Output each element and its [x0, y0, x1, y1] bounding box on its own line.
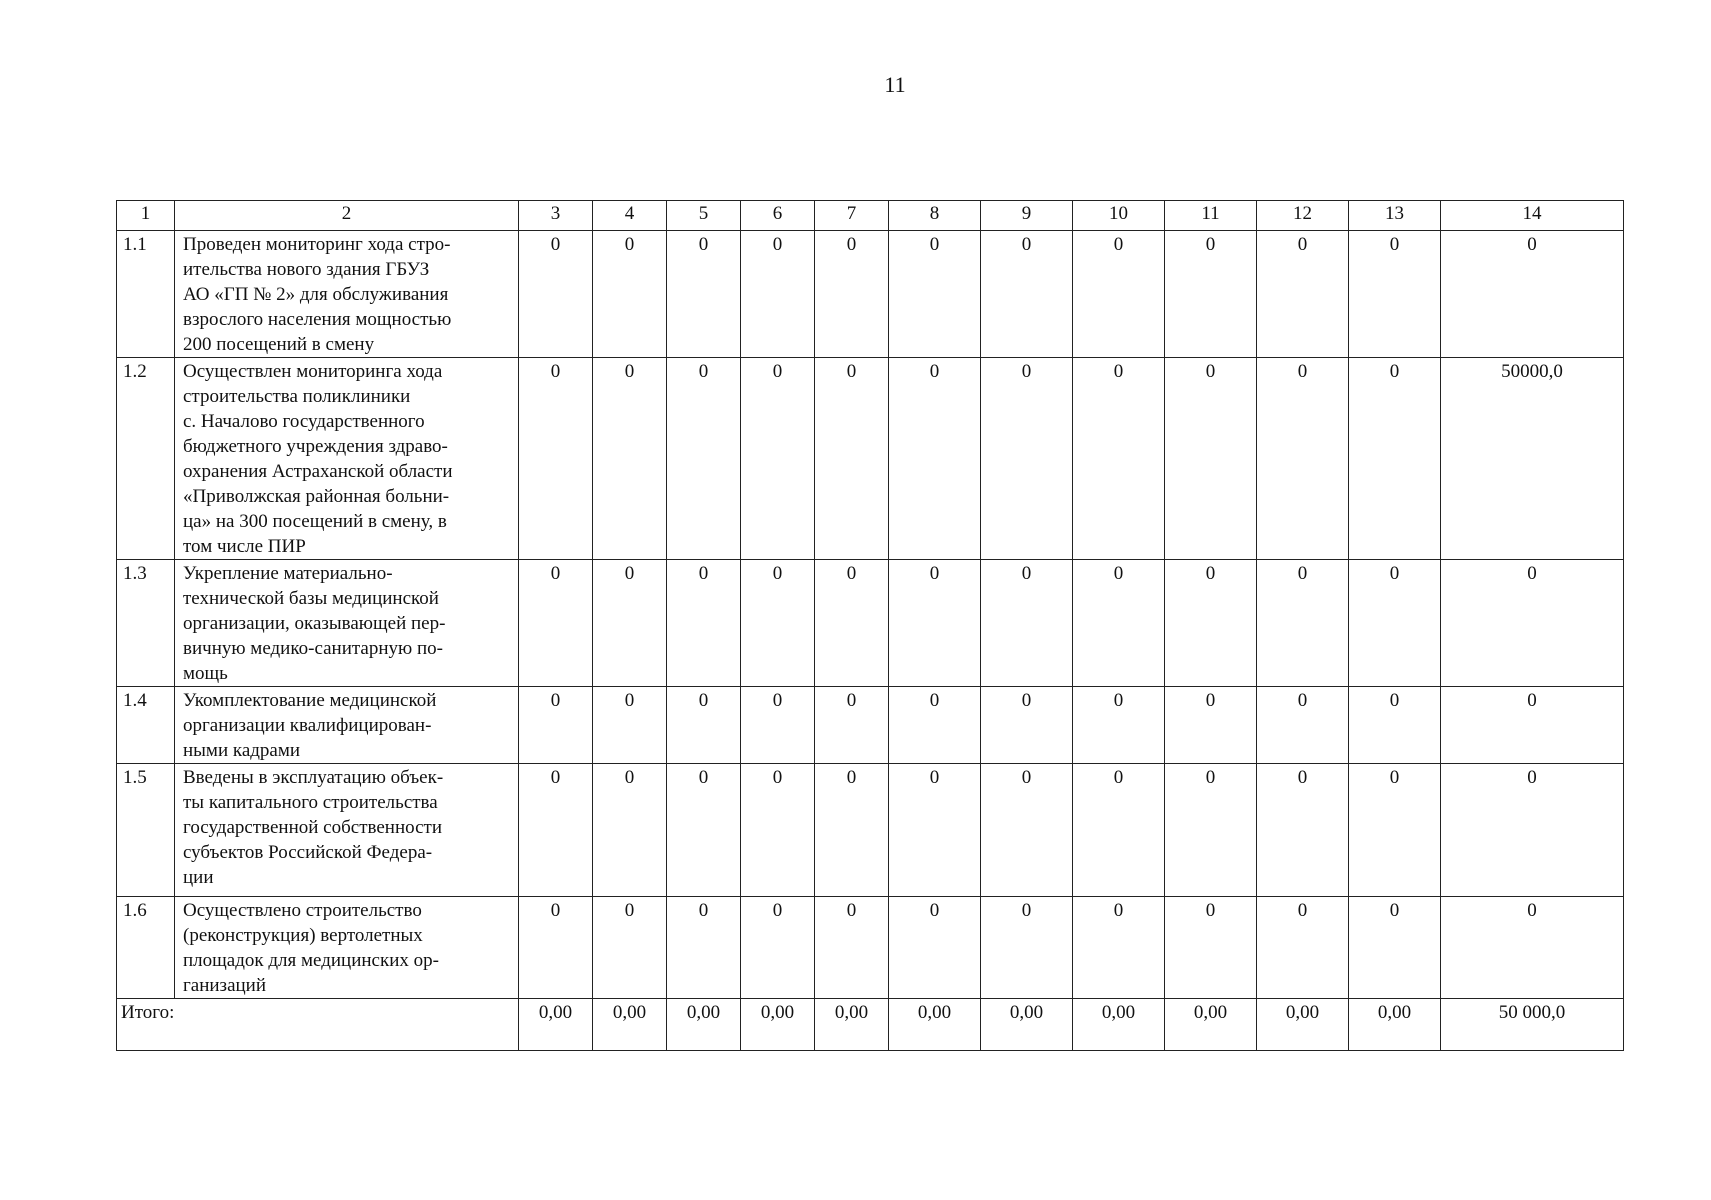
value-cell: 0: [815, 687, 889, 764]
value-cell: 0: [815, 231, 889, 358]
value-cell: 0: [889, 687, 981, 764]
row-description: Осуществлен мониторинга хода строительства поликлиники с. Началово государственного бюджетного учреждения здраво- охранения Астраханской области «Приволжская районная больни- ца» на 300 посещений в смену, в том числе ПИР: [175, 358, 519, 560]
value-cell: 0: [741, 687, 815, 764]
value-cell: 50000,0: [1441, 358, 1624, 560]
value-cell: 0: [1073, 231, 1165, 358]
value-cell: 0: [1073, 687, 1165, 764]
value-cell: 0: [889, 897, 981, 999]
value-cell: 0: [981, 897, 1073, 999]
row-description: Укомплектование медицинской организации квалифицирован- ными кадрами: [175, 687, 519, 764]
value-cell: 0: [1073, 560, 1165, 687]
value-cell: 0: [1441, 764, 1624, 897]
value-cell: 0: [1165, 231, 1257, 358]
column-header-9: 9: [981, 201, 1073, 231]
value-cell: 0: [593, 687, 667, 764]
row-description: Осуществлено строительство (реконструкция) вертолетных площадок для медицинских ор- ганизаций: [175, 897, 519, 999]
value-cell: 0: [1349, 897, 1441, 999]
column-header-2: 2: [175, 201, 519, 231]
value-cell: 0: [667, 764, 741, 897]
table-row: [117, 358, 1624, 560]
value-cell: 0: [981, 687, 1073, 764]
row-description: Введены в эксплуатацию объек- ты капитального строительства государственной собственности субъектов Российской Федера- ции: [175, 764, 519, 897]
value-cell: 0: [1165, 764, 1257, 897]
value-cell: 0: [981, 358, 1073, 560]
table-row: [117, 687, 1624, 764]
column-header-1: 1: [117, 201, 175, 231]
value-cell: 0: [593, 764, 667, 897]
value-cell: 0: [1073, 897, 1165, 999]
column-header-10: 10: [1073, 201, 1165, 231]
value-cell: 0: [667, 687, 741, 764]
value-cell: 0: [519, 687, 593, 764]
value-cell: 0: [741, 358, 815, 560]
value-cell: 0: [741, 560, 815, 687]
row-code: 1.1: [117, 231, 175, 358]
column-header-7: 7: [815, 201, 889, 231]
value-cell: 0: [667, 560, 741, 687]
row-description: Проведен мониторинг хода стро- ительства нового здания ГБУЗ АО «ГП № 2» для обслуживания взрослого населения мощностью 200 посещений в смену: [175, 231, 519, 358]
total-value-cell: 0,00: [741, 999, 815, 1051]
column-header-13: 13: [1349, 201, 1441, 231]
table-row: [117, 897, 1624, 999]
value-cell: 0: [593, 358, 667, 560]
value-cell: 0: [741, 231, 815, 358]
column-header-6: 6: [741, 201, 815, 231]
value-cell: 0: [667, 231, 741, 358]
value-cell: 0: [815, 560, 889, 687]
table-row: [117, 764, 1624, 897]
value-cell: 0: [889, 358, 981, 560]
row-description: Укрепление материально- технической базы медицинской организации, оказывающей пер- вичную медико-санитарную по- мощь: [175, 560, 519, 687]
value-cell: 0: [1441, 897, 1624, 999]
value-cell: 0: [593, 560, 667, 687]
value-cell: 0: [815, 764, 889, 897]
total-value-cell: 0,00: [1349, 999, 1441, 1051]
table-row: [117, 231, 1624, 358]
value-cell: 0: [519, 231, 593, 358]
total-row: [117, 999, 1624, 1051]
value-cell: 0: [1257, 897, 1349, 999]
value-cell: 0: [1349, 560, 1441, 687]
value-cell: 0: [1257, 560, 1349, 687]
total-value-cell: 0,00: [981, 999, 1073, 1051]
value-cell: 0: [981, 560, 1073, 687]
table-row: [117, 560, 1624, 687]
value-cell: 0: [519, 560, 593, 687]
value-cell: 0: [1165, 687, 1257, 764]
total-value-cell: 0,00: [1257, 999, 1349, 1051]
value-cell: 0: [889, 231, 981, 358]
value-cell: 0: [1165, 897, 1257, 999]
header-row: [117, 201, 1624, 231]
value-cell: 0: [1441, 560, 1624, 687]
row-code: 1.4: [117, 687, 175, 764]
value-cell: 0: [593, 897, 667, 999]
value-cell: 0: [1349, 231, 1441, 358]
column-header-11: 11: [1165, 201, 1257, 231]
total-value-cell: 50 000,0: [1441, 999, 1624, 1051]
column-header-8: 8: [889, 201, 981, 231]
row-code: 1.5: [117, 764, 175, 897]
column-header-5: 5: [667, 201, 741, 231]
table-body: [117, 201, 1624, 1051]
value-cell: 0: [1349, 358, 1441, 560]
value-cell: 0: [741, 764, 815, 897]
value-cell: 0: [519, 358, 593, 560]
value-cell: 0: [1073, 358, 1165, 560]
total-label: Итого:: [117, 999, 519, 1051]
value-cell: 0: [815, 358, 889, 560]
value-cell: 0: [1165, 358, 1257, 560]
column-header-3: 3: [519, 201, 593, 231]
value-cell: 0: [741, 897, 815, 999]
value-cell: 0: [1441, 231, 1624, 358]
value-cell: 0: [667, 358, 741, 560]
value-cell: 0: [815, 897, 889, 999]
value-cell: 0: [981, 231, 1073, 358]
value-cell: 0: [519, 764, 593, 897]
value-cell: 0: [519, 897, 593, 999]
value-cell: 0: [981, 764, 1073, 897]
total-value-cell: 0,00: [519, 999, 593, 1051]
value-cell: 0: [1349, 764, 1441, 897]
page-number: 11: [884, 72, 906, 97]
column-header-12: 12: [1257, 201, 1349, 231]
value-cell: 0: [889, 560, 981, 687]
column-header-4: 4: [593, 201, 667, 231]
total-value-cell: 0,00: [1073, 999, 1165, 1051]
row-code: 1.6: [117, 897, 175, 999]
value-cell: 0: [1073, 764, 1165, 897]
value-cell: 0: [667, 897, 741, 999]
total-value-cell: 0,00: [889, 999, 981, 1051]
value-cell: 0: [889, 764, 981, 897]
row-code: 1.2: [117, 358, 175, 560]
value-cell: 0: [1257, 231, 1349, 358]
total-value-cell: 0,00: [667, 999, 741, 1051]
column-header-14: 14: [1441, 201, 1624, 231]
value-cell: 0: [1257, 687, 1349, 764]
budget-table: [116, 200, 1624, 1051]
value-cell: 0: [1165, 560, 1257, 687]
value-cell: 0: [1349, 687, 1441, 764]
value-cell: 0: [593, 231, 667, 358]
total-value-cell: 0,00: [1165, 999, 1257, 1051]
value-cell: 0: [1257, 358, 1349, 560]
total-value-cell: 0,00: [815, 999, 889, 1051]
value-cell: 0: [1441, 687, 1624, 764]
total-value-cell: 0,00: [593, 999, 667, 1051]
value-cell: 0: [1257, 764, 1349, 897]
row-code: 1.3: [117, 560, 175, 687]
